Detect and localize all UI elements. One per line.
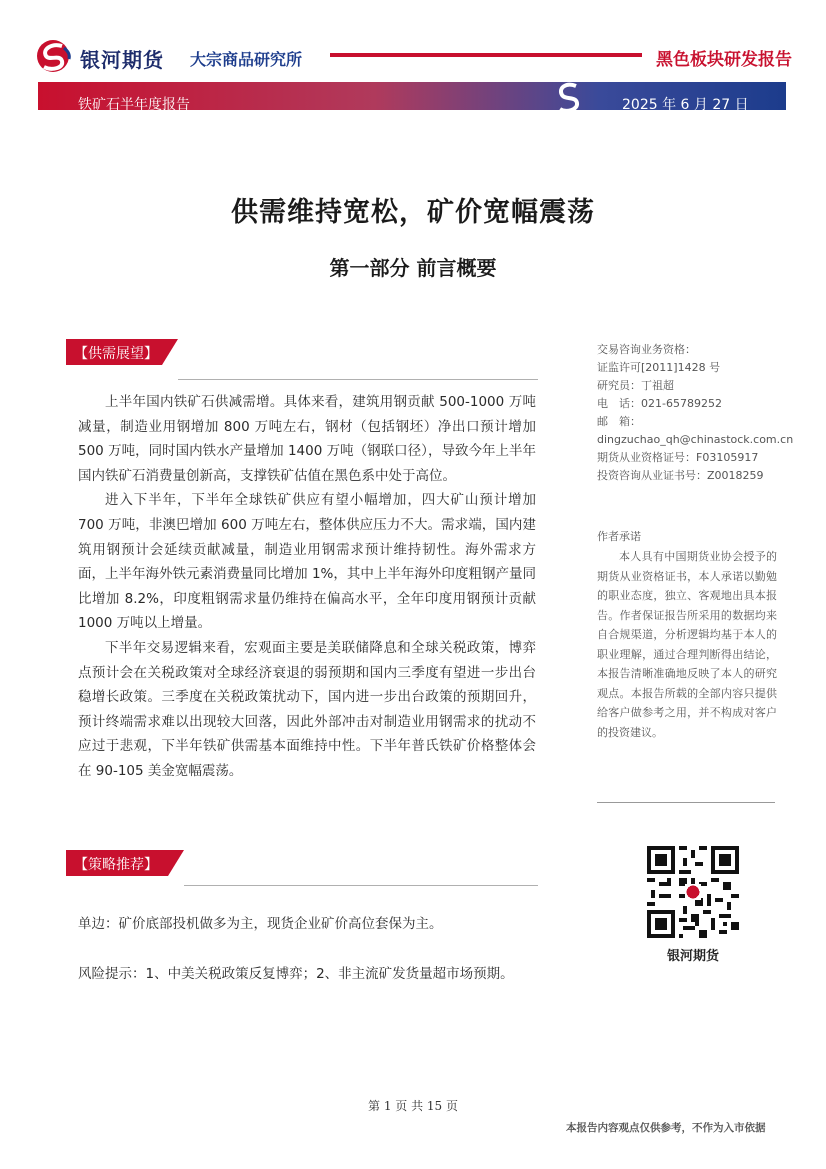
outlook-divider	[178, 379, 538, 380]
researcher-name: 研究员：丁祖超	[597, 379, 674, 392]
qr-code-icon	[647, 846, 739, 938]
researcher-email[interactable]: dingzuchao_qh@chinastock.com.cn	[597, 433, 794, 446]
promise-body: 本人具有中国期货业协会授予的期货从业资格证书，本人承诺以勤勉的职业态度，独立、客观地出具本报告。作者保证报告所采用的数据均来自合规渠道，分析逻辑均基于本人的职业理解，通过合理判断得出结论，本报告清晰准确地反映了本人的研究观点。本报告所载的全部内容只提供给客户做参考之用，并不构成对客户的投资建议。	[597, 550, 777, 739]
sidebar-divider	[597, 802, 775, 803]
header-divider	[330, 53, 642, 57]
brand-name: 银河期货	[80, 48, 164, 72]
strategy-risk: 风险提示：1、中美关税政策反复博弈；2、非主流矿发货量超市场预期。	[78, 966, 514, 982]
section-title: 第一部分 前言概要	[329, 256, 497, 280]
author-info	[597, 341, 794, 485]
outlook-body	[78, 390, 536, 784]
outlook-paragraph-2: 进入下半年，下半年全球铁矿供应有望小幅增加，四大矿山预计增加 700 万吨，非澳巴增加 600 万吨左右，整体供应压力不大。需求端，国内建筑用钢预计会延续贡献减量，制造业用钢需求预计维持韧性。海外需求方面，上半年海外铁元素消费量同比增加 1%，其中上半年海外印度粗钢产量同比增加 8.2%，印度粗钢需求量仍维持在偏高水平，全年印度用钢预计贡献 1000 万吨以上增量。	[78, 492, 536, 632]
email-label: 邮 箱：	[597, 415, 641, 428]
footer-disclaimer: 本报告内容观点仅供参考，不作为入市依据	[566, 1122, 766, 1134]
strategy-single-side: 单边：矿价底部投机做多为主，现货企业矿价高位套保为主。	[78, 916, 443, 932]
futures-certificate: 期货从业资格证号：F03105917	[597, 451, 759, 464]
qr-caption: 银河期货	[666, 949, 719, 964]
strategy-tag-label: 【策略推荐】	[74, 857, 158, 873]
report-date: 2025 年 6 月 27 日	[622, 97, 749, 113]
institute-name: 大宗商品研究所	[190, 50, 303, 69]
report-type: 黑色板块研发报告	[656, 50, 792, 70]
promise-title: 作者承诺	[597, 530, 641, 543]
galaxy-logo-icon	[36, 39, 74, 73]
strategy-divider	[184, 885, 538, 886]
advisory-certificate: 投资咨询从业证书号：Z0018259	[597, 469, 764, 482]
license-number: 证监许可[2011]1428 号	[597, 361, 721, 374]
outlook-paragraph-3: 下半年交易逻辑来看，宏观面主要是美联储降息和全球关税政策，博弈点预计会在关税政策对全球经济衰退的弱预期和国内三季度有望进一步出台稳增长政策。三季度在关税政策扰动下，国内进一步出台政策的预期回升，预计终端需求难以出现较大回落，因此外部冲击对制造业用钢需求的扰动不应过于悲观，下半年铁矿供需基本面维持中性。下半年普氏铁矿价格整体会在 90-105 美金宽幅震荡。	[78, 639, 536, 779]
page-number: 第 1 页 共 15 页	[368, 1099, 458, 1113]
qualification-label: 交易咨询业务资格：	[597, 343, 696, 356]
main-title: 供需维持宽松，矿价宽幅震荡	[231, 197, 595, 228]
outlook-paragraph-1: 上半年国内铁矿石供减需增。具体来看，建筑用钢贡献 500-1000 万吨减量，制造业用钢增加 800 万吨左右，钢材（包括钢坯）净出口预计增加 500 万吨，同时国内铁水产量增加 1400 万吨（钢联口径），导致今年上半年国内铁矿石消费量创新高，支撑铁矿估值在黑色系中处于高位。	[78, 394, 536, 484]
band-s-icon	[552, 80, 586, 114]
researcher-phone: 电 话：021-65789252	[597, 397, 722, 410]
outlook-tag-label: 【供需展望】	[74, 346, 158, 362]
series-title: 铁矿石半年度报告	[78, 97, 190, 113]
